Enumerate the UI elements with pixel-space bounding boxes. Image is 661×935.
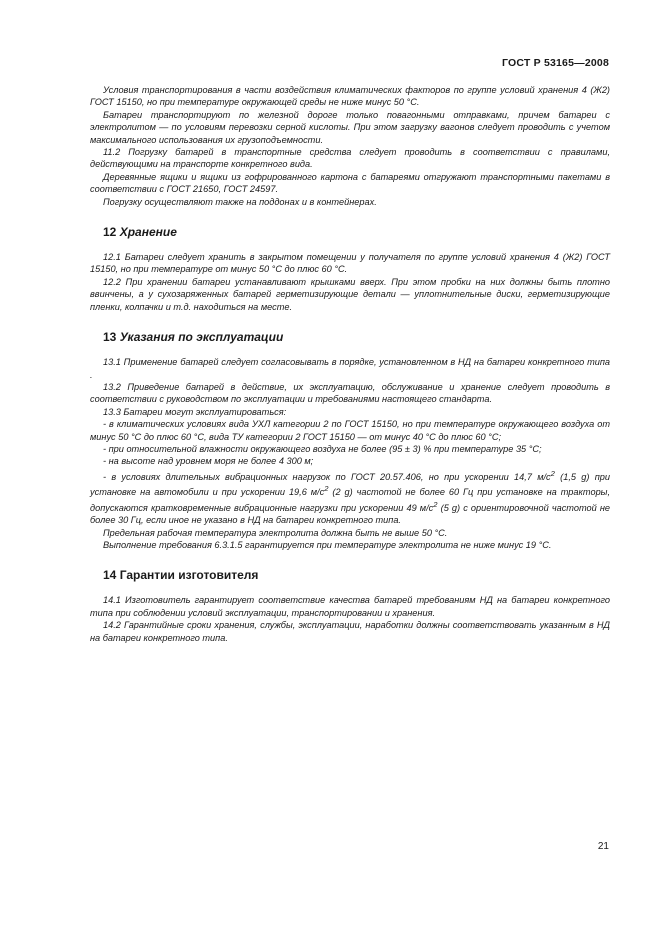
paragraph: 12.1 Батареи следует хранить в закрытом помещении у получателя по группе условий хранения 4 (Ж2) ГОСТ 15150, но при температуре от минус 50 °С до плюс 60 °С. bbox=[90, 252, 610, 275]
section-number: 12 bbox=[103, 225, 117, 240]
paragraph: 11.2 Погрузку батарей в транспортные средства следует проводить в соответствии с правилами, действующими на транспорте конкретного вида. bbox=[90, 147, 610, 170]
section-heading-14 bbox=[90, 568, 610, 582]
paragraph: Батареи транспортируют по железной дороге только повагонными отправками, причем батареи с электролитом — по условиям перевозки серной кислоты. При этом загрузку вагонов следует проводить с учетом максимального использования их грузоподъемности. bbox=[90, 109, 610, 145]
list-item: - при относительной влажности окружающего воздуха не более (95 ± 3) % при температуре 35 °С; bbox=[103, 443, 542, 454]
paragraph: Деревянные ящики и ящики из гофрированного картона с батареями отгружают транспортными пакетами в соответствии с ГОСТ 21650, ГОСТ 24597. bbox=[90, 171, 610, 195]
paragraph: 14.1 Изготовитель гарантирует соответствие качества батарей требованиям НД на батареи конкретного типа при соблюдении условий эксплуатации, транспортировании и хранения. bbox=[90, 595, 610, 618]
list-item: - на высоте над уровнем моря не более 4 300 м; bbox=[103, 456, 314, 467]
paragraph: 12.2 При хранении батареи устанавливают крышками вверх. При этом пробки на них должны быть плотно ввинчены, а у сухозаряженных батарей герметизирующие детали — уплотнительные диски, герметизирующие пленки, колпачки и т.д. находиться на месте. bbox=[90, 276, 610, 312]
paragraph: Выполнение требования 6.3.1.5 гарантируется при температуре электролита не ниже минус 19 °С. bbox=[103, 539, 552, 550]
page-number: 21 bbox=[597, 841, 609, 852]
document-id: ГОСТ Р 53165—2008 bbox=[501, 57, 609, 69]
section-heading-13 bbox=[90, 330, 610, 344]
list-item: - в условиях длительных вибрационных нагрузок по ГОСТ 20.57.406, но при ускорении 14,7 $м/с^2$ (1,5 g) при установке на автомобили и при ускорении 19,6 $м/с^2$ (2 g) частотой не более 60 Гц при установке на тракторы, допускаются кратковременные вибрационные нагрузки при ускорении 49 $м/с^2$ (5 g) с ориентировочной частотой не более 30 Гц, если иное не указано в НД на батареи конкретного типа. bbox=[90, 468, 610, 526]
section-number: 13 bbox=[103, 330, 117, 345]
section-title: Гарантии изготовителя bbox=[119, 568, 259, 583]
paragraph: 13.2 Приведение батарей в действие, их эксплуатацию, обслуживание и хранение следует проводить в соответствии с руководством по эксплуатации и требованиями настоящего стандарта. bbox=[90, 381, 610, 405]
paragraph: 13.1 Применение батарей следует согласовывать в порядке, установленном в НД на батареи конкретного типа . bbox=[90, 357, 610, 380]
section-title: Указания по эксплуатации bbox=[119, 330, 284, 345]
section-heading-12 bbox=[90, 225, 610, 239]
page-content bbox=[90, 84, 610, 644]
paragraph: 14.2 Гарантийные сроки хранения, службы, эксплуатации, наработки должны соответствовать указанным в НД на батареи конкретного типа. bbox=[90, 620, 610, 643]
section-number: 14 bbox=[103, 568, 117, 583]
paragraph: Погрузку осуществляют также на поддонах и в контейнерах. bbox=[103, 196, 377, 207]
paragraph: Предельная рабочая температура электролита должна быть не выше 50 °С. bbox=[103, 527, 448, 538]
paragraph: Условия транспортирования в части воздействия климатических факторов по группе условий хранения 4 (Ж2) ГОСТ 15150, но при температуре окружающей среды не ниже минус 50 °С. bbox=[90, 85, 610, 108]
list-item: - в климатических условиях вида УХЛ категории 2 по ГОСТ 15150, но при температуре окружающего воздуха от минус 50 °С до плюс 60 °С, вида ТУ категории 2 ГОСТ 15150 — от минус 40 °С до плюс 60 °С; bbox=[90, 419, 610, 442]
section-title: Хранение bbox=[119, 225, 177, 240]
paragraph: 13.3 Батареи могут эксплуатироваться: bbox=[103, 406, 287, 417]
